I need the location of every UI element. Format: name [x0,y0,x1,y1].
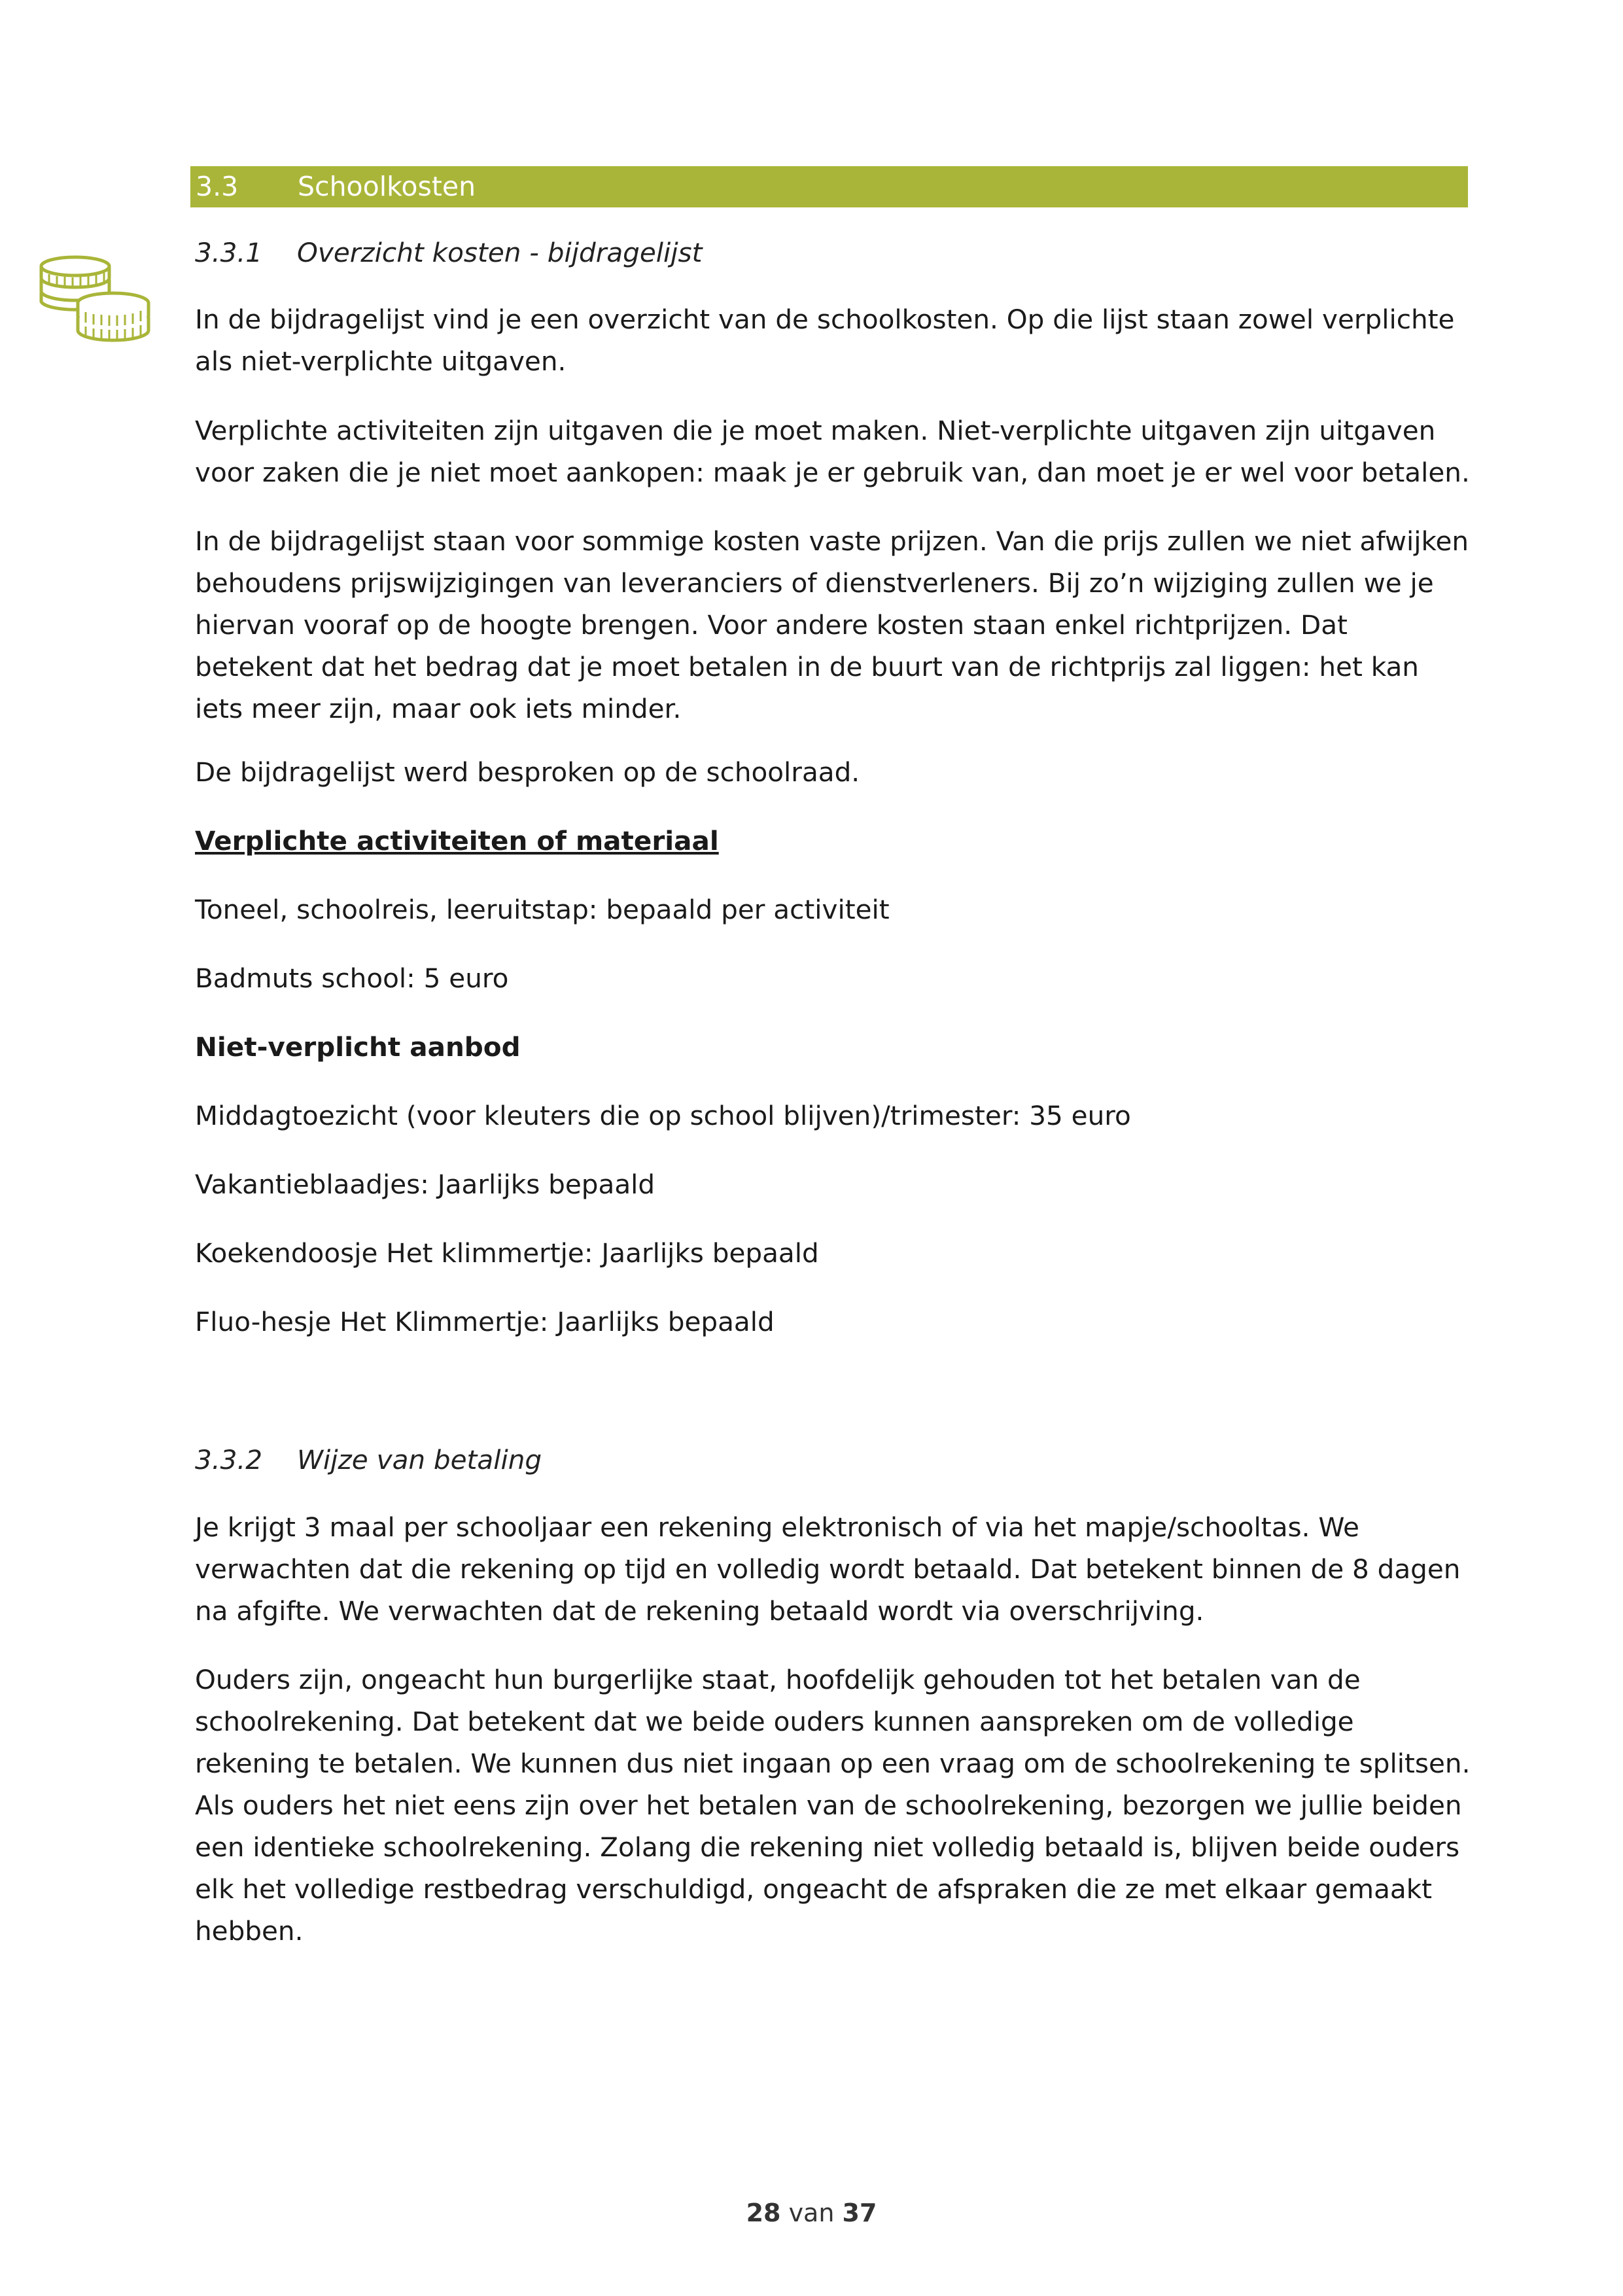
subsection-title: Overzicht kosten - bijdragelijst [297,237,703,268]
page-number: 28 [746,2199,781,2227]
paragraph: Verplichte activiteiten zijn uitgaven die je moet maken. Niet-verplichte uitgaven zijn uitgaven voor zaken die je niet moet aankopen: maak je er gebruik van, dan moet je er wel voor betalen. [195,415,1470,488]
subsection-number: 3.3.1 [195,237,263,268]
page-separator: van [788,2199,835,2227]
paragraph: In de bijdragelijst vind je een overzicht van de schoolkosten. Op die lijst staan zowel verplichte als niet-verplichte uitgaven. [195,304,1455,377]
payment-paragraph-1 [195,1506,1471,1632]
list-item: Middagtoezicht (voor kleuters die op school blijven)/trimester: 35 euro [195,1100,1131,1131]
page-total: 37 [842,2199,877,2227]
paragraph: De bijdragelijst werd besproken op de schoolraad. [195,756,860,788]
list-item: Vakantieblaadjes: Jaarlijks bepaald [195,1169,655,1200]
subsection-heading-1 [195,232,703,274]
list-item: Toneel, schoolreis, leeruitstap: bepaald per activiteit [195,894,890,925]
optional-heading [195,1026,1471,1068]
coins-icon [36,252,154,350]
list-heading: Verplichte activiteiten of materiaal [195,825,719,857]
page-footer [0,2199,1623,2227]
list-item: Fluo-hesje Het Klimmertje: Jaarlijks bepaald [195,1306,775,1337]
paragraph: In de bijdragelijst staan voor sommige kosten vaste prijzen. Van die prijs zullen we niet afwijken behoudens prijswijzigingen van leveranciers of dienstverleners. Bij zo’n wijziging zullen we je hiervan vooraf op de hoogte brengen. Voor andere kosten staan enkel richtprijzen. Dat betekent dat het bedrag dat je moet betalen in de buurt van de richtprijs zal liggen: het kan iets meer zijn, maar ook iets minder. [195,525,1469,724]
section-title: Schoolkosten [298,171,476,202]
intro-paragraph-1 [195,298,1471,382]
paragraph: Je krijgt 3 maal per schooljaar een rekening elektronisch of via het mapje/schooltas. We verwachten dat die rekening op tijd en volledig wordt betaald. Dat betekent binnen de 8 dagen na afgifte. We verwachten dat de rekening betaald wordt via overschrijving. [195,1511,1461,1627]
section-number: 3.3 [196,171,239,202]
list-item: Badmuts school: 5 euro [195,963,509,994]
subsection-title: Wijze van betaling [297,1444,542,1475]
subsection-number: 3.3.2 [195,1444,263,1475]
subsection-heading-2 [195,1439,542,1481]
list-heading: Niet-verplicht aanbod [195,1031,521,1063]
paragraph: Ouders zijn, ongeacht hun burgerlijke staat, hoofdelijk gehouden tot het betalen van de schoolrekening. Dat betekent dat we beide ouders kunnen aanspreken om de volledige rekening te betalen. We kunnen dus niet ingaan op een vraag om de schoolrekening te splitsen. Als ouders het niet eens zijn over het betalen van de schoolrekening, bezorgen we jullie beiden een identieke schoolrekening. Zolang die rekening niet volledig betaald is, blijven beide ouders elk het volledige restbedrag verschuldigd, ongeacht de afspraken die ze met elkaar gemaakt hebben. [195,1664,1471,1947]
intro-paragraph-2 [195,410,1471,493]
section-heading-bar [190,166,1468,207]
mandatory-heading [195,820,1471,862]
payment-paragraph-2 [195,1659,1471,1952]
intro-paragraph-3 [195,520,1471,730]
intro-paragraph-4 [195,751,1471,793]
list-item: Koekendoosje Het klimmertje: Jaarlijks bepaald [195,1237,819,1269]
